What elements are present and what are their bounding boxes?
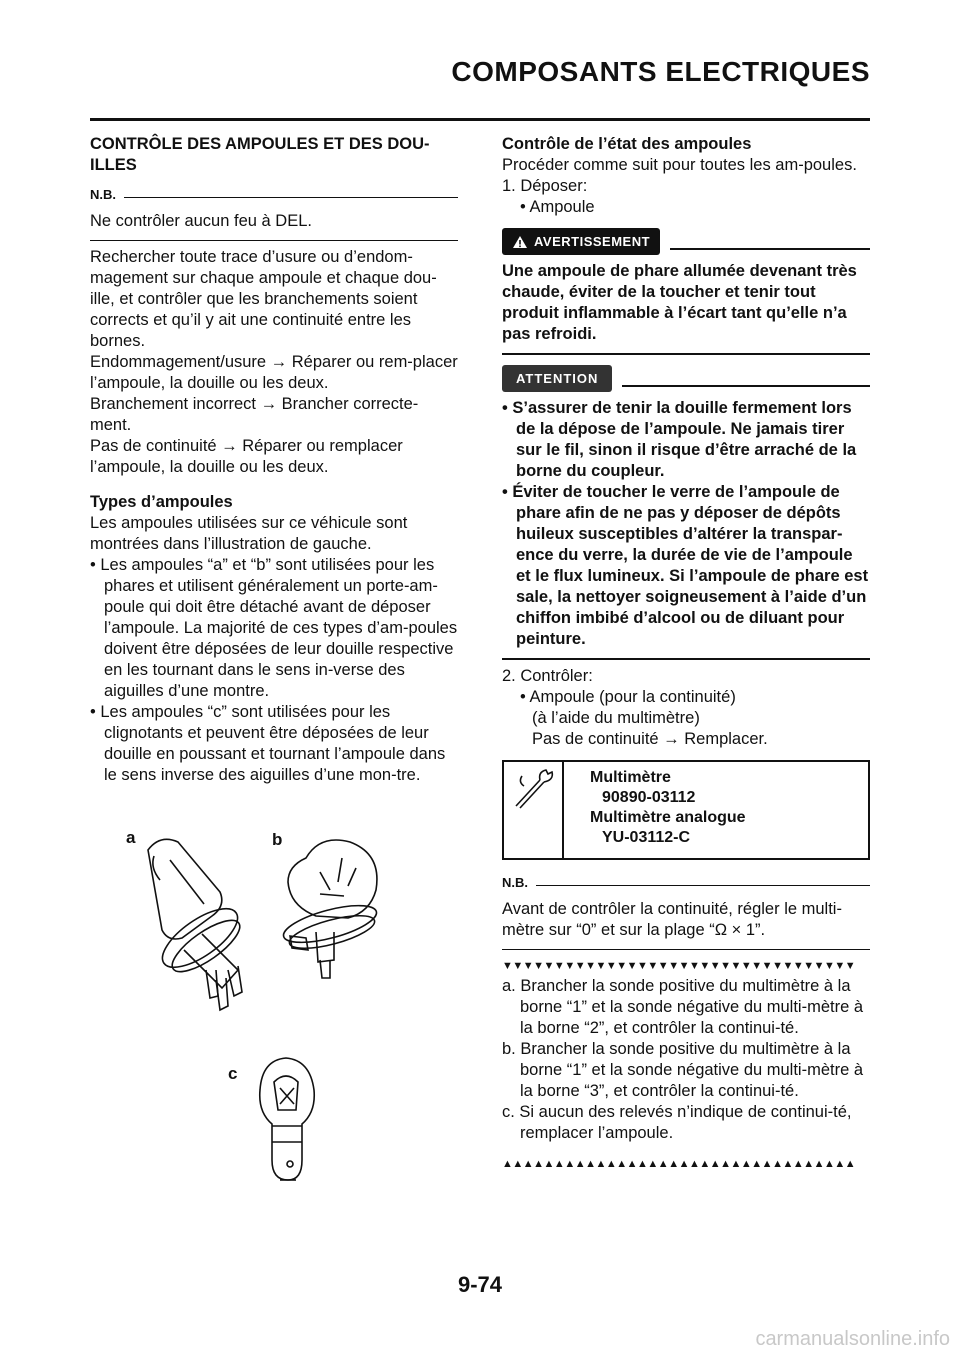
special-tool-box	[502, 760, 870, 860]
step-c: c. Si aucun des relevés n’indique de continui-té, remplacer l’ampoule.	[502, 1103, 852, 1142]
tool-name-1: Multimètre	[590, 769, 671, 786]
procedure-start-marker: ▼▼▼▼▼▼▼▼▼▼▼▼▼▼▼▼▼▼▼▼▼▼▼▼▼▼▼▼▼▼▼▼▼▼	[502, 960, 856, 972]
step-2: 2. Contrôler:	[502, 667, 593, 685]
nb-label-right: N.B.	[502, 875, 528, 890]
procedure-end-marker: ▲▲▲▲▲▲▲▲▲▲▲▲▲▲▲▲▲▲▲▲▲▲▲▲▲▲▲▲▲▲▲▲▲▲	[502, 1158, 856, 1170]
damage-line: Endommagement/usure → Réparer ou rem-placer l’ampoule, la douille ou les deux.	[90, 353, 458, 392]
label-a: a	[126, 828, 136, 847]
warning-header	[502, 228, 870, 255]
inspection-paragraph: Rechercher toute trace d’usure ou d’endom-magement sur chaque ampoule et chaque dou-ille, et contrôler que les branchements soient corrects et qu’il y ait une continuité entre les bornes.	[90, 248, 437, 350]
nb-text: Ne contrôler aucun feu à DEL.	[90, 205, 458, 241]
continuity-line: Pas de continuité → Réparer ou remplacer l’ampoule, la douille ou les deux.	[90, 437, 403, 476]
attention-header	[502, 365, 870, 392]
attention-bullet-2: • Éviter de toucher le verre de l’ampoule de phare afin de ne pas y déposer de dépôts huileux susceptibles d’altérer la transpar-ence du verre, la durée de vie de l’ampoule et le flux lumineux. Si l’ampoule de phare est sale, la nettoyer soigneusement à l’aide d’un chiffon imbibé d’alcool ou de diluant pour peinture.	[502, 483, 869, 648]
bulb-drawings	[120, 820, 460, 1200]
label-b: b	[272, 830, 283, 849]
warning-badge	[502, 228, 660, 255]
section-title: CONTRÔLE DES AMPOULES ET DES DOU-ILLES	[90, 135, 430, 174]
tool-name-2: Multimètre analogue	[590, 809, 746, 826]
tool-code-2: YU-03112-C	[602, 829, 691, 846]
bulb-b	[280, 840, 380, 978]
nb-text-right: Avant de contrôler la continuité, régler le multi-mètre sur “0” et sur la plage “Ω × 1”.	[502, 893, 870, 950]
attention-body	[502, 392, 870, 660]
bullet-turn-signal-bulbs: • Les ampoules “c” sont utilisées pour les clignotants et peuvent être déposées de leur douille en poussant et tournant l’ampoule dans le sens inverse des aiguilles d’une mon-tre.	[90, 703, 446, 784]
warning-label: AVERTISSEMENT	[534, 234, 651, 249]
step-2-sub: (à l’aide du multimètre)	[532, 709, 700, 727]
warning-triangle-icon	[512, 235, 528, 249]
connection-line: Branchement incorrect → Brancher correcte-ment.	[90, 395, 419, 434]
step-1: 1. Déposer:	[502, 177, 588, 195]
attention-label: ATTENTION	[516, 371, 599, 386]
types-intro: Les ampoules utilisées sur ce véhicule sont montrées dans l’illustration de gauche.	[90, 514, 408, 553]
bulb-c	[260, 1058, 315, 1180]
step-1-item: • Ampoule	[520, 198, 595, 216]
wrench-icon	[510, 766, 556, 812]
bullet-headlight-bulbs: • Les ampoules “a” et “b” sont utilisées pour les phares et utilisent généralement un porte-am-poule qui doit être détaché avant de déposer l’ampoule. La majorité de ces types d’am-poules doivent être déposées de leur douille respective en les tournant dans le sens in-verse des aiguilles d’une montre.	[90, 556, 458, 700]
left-column	[90, 128, 458, 786]
tool-code-1: 90890-03112	[602, 789, 696, 806]
page-number: 9-74	[457, 1272, 503, 1297]
warning-text: Une ampoule de phare allumée devenant très chaude, éviter de la toucher et tenir tout produit inflammable à l’écart tant qu’elle n’a pas refroidi.	[502, 255, 870, 355]
attention-bullet-1: • S’assurer de tenir la douille fermement lors de la dépose de l’ampoule. Ne jamais tirer sur le fil, sinon il risque d’être arraché de la borne du coupleur.	[502, 399, 857, 480]
step-a: a. Brancher la sonde positive du multimètre à la borne “1” et la sonde négative du multi-mètre à la borne “2”, et contrôler la continui-té.	[502, 977, 864, 1037]
attention-badge	[502, 365, 612, 392]
tool-icon-cell	[504, 762, 564, 858]
step-2-result: Pas de continuité → Remplacer.	[532, 730, 768, 748]
label-c: c	[228, 1064, 238, 1083]
bulbs-illustration	[120, 820, 460, 1200]
bulb-check-intro: Procéder comme suit pour toutes les am-poules.	[502, 156, 857, 174]
header-rule	[90, 118, 870, 121]
page-header-title: COMPOSANTS ELECTRIQUES	[451, 56, 870, 87]
bulb-a	[148, 839, 247, 1010]
watermark: carmanualsonline.info	[755, 1328, 950, 1350]
types-title: Types d’ampoules	[90, 493, 233, 511]
right-column	[502, 134, 870, 1170]
step-2-item: • Ampoule (pour la continuité)	[520, 688, 736, 706]
nb-header-right	[502, 872, 870, 893]
bulb-check-title: Contrôle de l’état des ampoules	[502, 135, 752, 153]
tool-list	[564, 762, 746, 858]
nb-label: N.B.	[90, 187, 116, 202]
nb-header	[90, 184, 458, 205]
step-b: b. Brancher la sonde positive du multimètre à la borne “1” et la sonde négative du multi-mètre à la borne “3”, et contrôler la continui-té.	[502, 1040, 864, 1100]
